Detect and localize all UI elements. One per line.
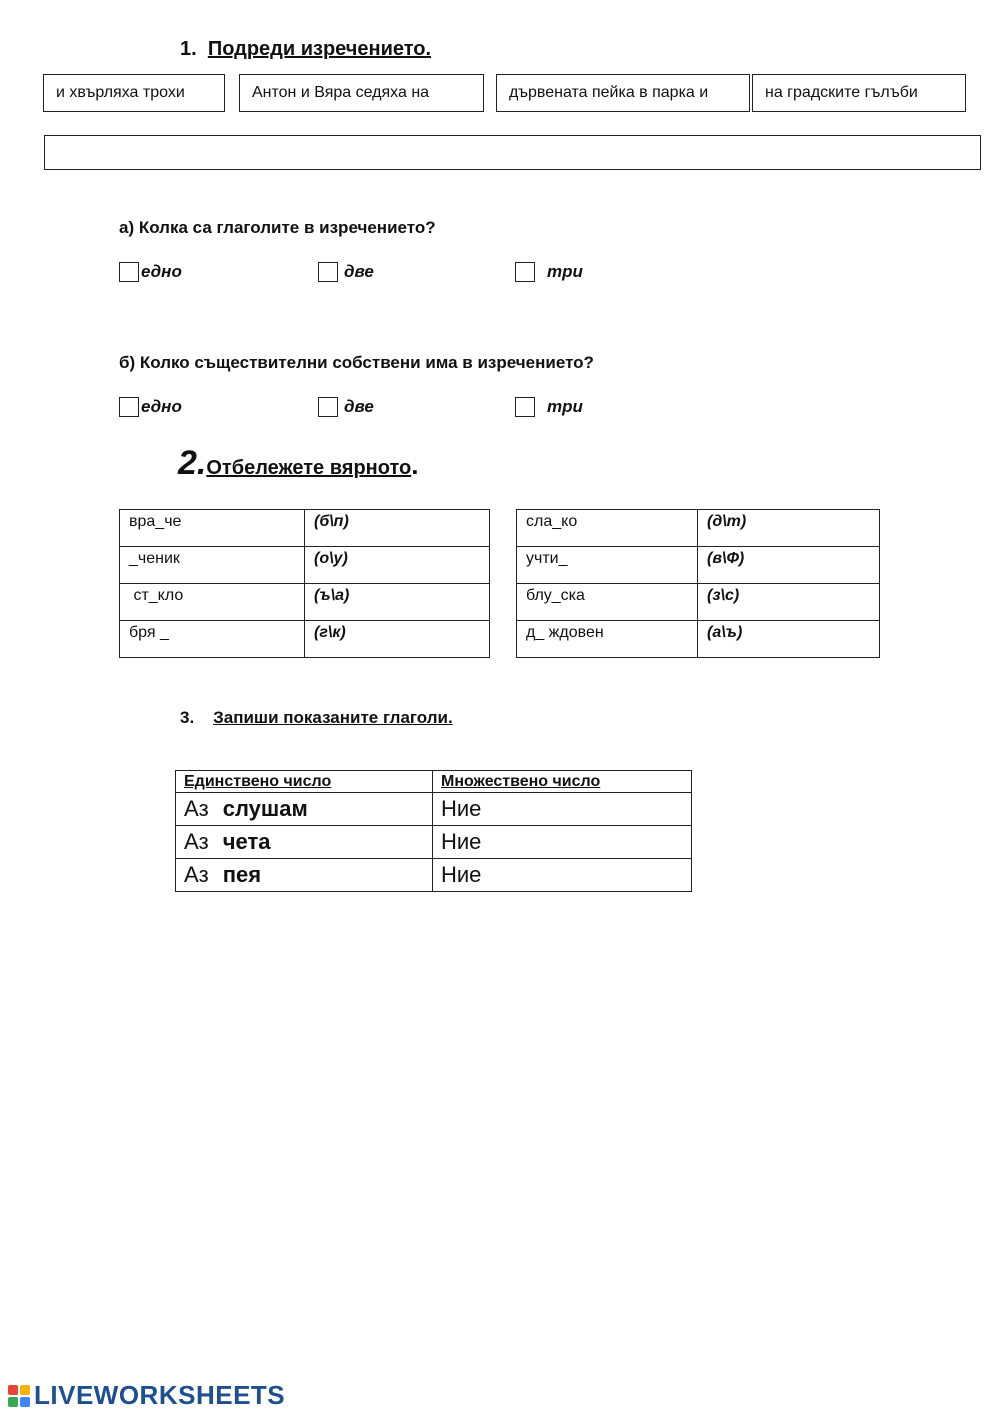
checkbox[interactable]: [119, 262, 139, 282]
table-header-row: [176, 771, 692, 793]
pronoun: Аз: [184, 862, 209, 887]
section1-heading: [180, 38, 431, 61]
col-singular-header: Единствено число: [176, 771, 433, 793]
table-row: [176, 793, 692, 826]
section3-heading: [180, 708, 453, 728]
table-row: [120, 584, 490, 621]
question-b-text: б) Колко съществителни собствени има в изречението?: [119, 353, 594, 372]
section2-title-period: .: [411, 450, 419, 480]
word-box-2[interactable]: Антон и Вяра седяха на: [239, 74, 484, 112]
word-cell: ст_кло: [120, 584, 305, 621]
question-b-option-2[interactable]: [318, 397, 374, 417]
choice-cell[interactable]: (в\Ф): [698, 547, 880, 584]
spelling-table-right: [516, 509, 880, 658]
section1-number: 1.: [180, 38, 197, 60]
option-label: две: [344, 397, 374, 416]
question-a-option-2[interactable]: [318, 262, 374, 282]
question-a-option-3[interactable]: [515, 262, 583, 282]
table-row: [517, 510, 880, 547]
choice-cell[interactable]: (ъ\а): [305, 584, 490, 621]
pronoun: Аз: [184, 796, 209, 821]
question-a-option-1[interactable]: [119, 262, 182, 282]
checkbox[interactable]: [515, 397, 535, 417]
logo-blocks-icon: [8, 1385, 30, 1407]
word-cell: учти_: [517, 547, 698, 584]
choice-cell[interactable]: (о\у): [305, 547, 490, 584]
word-cell: блу_ска: [517, 584, 698, 621]
verb: чета: [222, 829, 271, 854]
singular-cell: [176, 793, 433, 826]
sentence-answer-field[interactable]: [44, 135, 981, 170]
spelling-table-left: [119, 509, 490, 658]
pronoun: Ние: [441, 829, 482, 854]
pronoun: Ние: [441, 796, 482, 821]
checkbox[interactable]: [119, 397, 139, 417]
word-box-1[interactable]: и хвърляха трохи: [43, 74, 225, 112]
question-a-text: а) Колка са глаголите в изречението?: [119, 218, 436, 237]
word-cell: сла_ко: [517, 510, 698, 547]
logo-block: [20, 1385, 30, 1395]
verb: слушам: [222, 796, 308, 821]
question-b-option-3[interactable]: [515, 397, 583, 417]
table-row: [120, 547, 490, 584]
word-box-4[interactable]: на градските гълъби: [752, 74, 966, 112]
question-b-option-1[interactable]: [119, 397, 182, 417]
table-row: [120, 510, 490, 547]
table-row: [120, 621, 490, 658]
table-row: [176, 826, 692, 859]
checkbox[interactable]: [515, 262, 535, 282]
choice-cell[interactable]: (з\с): [698, 584, 880, 621]
logo-block: [8, 1397, 18, 1407]
option-label: три: [547, 262, 583, 281]
option-label: две: [344, 262, 374, 281]
pronoun: Ние: [441, 862, 482, 887]
word-cell: бря _: [120, 621, 305, 658]
section3-number: 3.: [180, 708, 195, 727]
liveworksheets-logo: [8, 1380, 285, 1411]
section3-title: Запиши показаните глаголи.: [213, 708, 453, 727]
choice-cell[interactable]: (б\п): [305, 510, 490, 547]
plural-cell[interactable]: [433, 793, 692, 826]
checkbox[interactable]: [318, 262, 338, 282]
word-cell: _ченик: [120, 547, 305, 584]
checkbox[interactable]: [318, 397, 338, 417]
word-cell: вра_че: [120, 510, 305, 547]
verb: пея: [222, 862, 262, 887]
table-row: [176, 859, 692, 892]
verbs-table: [175, 770, 692, 892]
choice-cell[interactable]: (д\т): [698, 510, 880, 547]
word-box-3[interactable]: дървената пейка в парка и: [496, 74, 750, 112]
logo-text: LIVEWORKSHEETS: [34, 1380, 286, 1410]
table-row: [517, 547, 880, 584]
section2-title: Отбележете вярното: [206, 457, 412, 479]
singular-cell: [176, 859, 433, 892]
logo-block: [8, 1385, 18, 1395]
section2-heading: [178, 444, 418, 483]
section1-title: Подреди изречението.: [207, 38, 432, 60]
option-label: едно: [141, 262, 182, 281]
table-row: [517, 584, 880, 621]
choice-cell[interactable]: (г\к): [305, 621, 490, 658]
singular-cell: [176, 826, 433, 859]
word-cell: д_ ждовен: [517, 621, 698, 658]
section2-number: 2.: [178, 444, 207, 482]
option-label: три: [547, 397, 583, 416]
plural-cell[interactable]: [433, 826, 692, 859]
choice-cell[interactable]: (а\ъ): [698, 621, 880, 658]
option-label: едно: [141, 397, 182, 416]
logo-block: [20, 1397, 30, 1407]
col-plural-header: Множествено число: [433, 771, 692, 793]
plural-cell[interactable]: [433, 859, 692, 892]
table-row: [517, 621, 880, 658]
pronoun: Аз: [184, 829, 209, 854]
